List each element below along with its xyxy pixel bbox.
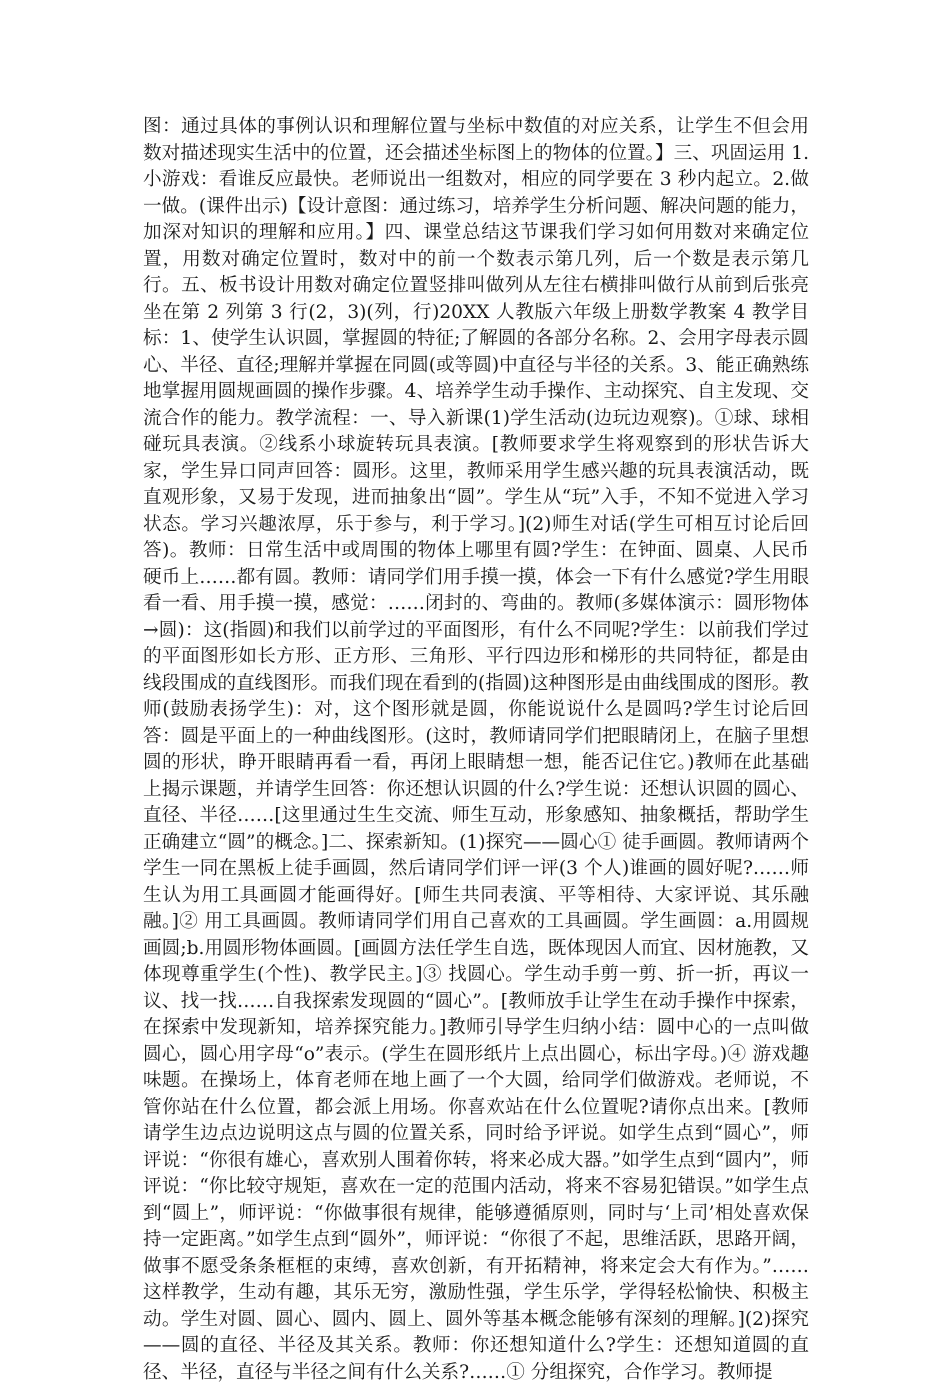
body-text: 图：通过具体的事例认识和理解位置与坐标中数值的对应关系，让学生不但会用数对描述现实生活中的位置，还会描述坐标图上的物体的位置。】三、巩固运用 1.小游戏：看谁反应最快。老师说出一组数对，相应的同学要在 3 秒内起立。2.做一做。(课件出示)【设计意图：通过练习，培养学生分析问题、解决问题的能力，加深对知识的理解和应用。】四、课堂总结这节课我们学习如何用数对来确定位置，用数对确定位置时，数对中的前一个数表示第几列，后一个数是表示第几行。五、板书设计用数对确定位置竖排叫做列从左往右横排叫做行从前到后张亮坐在第 2 列第 3 行(2，3)(列，行)20XX 人教版六年级上册数学教案 4 教学目标：1、使学生认识圆，掌握圆的特征;了解圆的各部分名称。2、会用字母表示圆心、半径、直径;理解并掌握在同圆(或等圆)中直径与半径的关系。3、能正确熟练地掌握用圆规画圆的操作步骤。4、培养学生动手操作、主动探究、自主发现、交流合作的能力。教学流程：一、导入新课(1)学生活动(边玩边观察)。①球、球相碰玩具表演。②线系小球旋转玩具表演。[教师要求学生将观察到的形状告诉大家，学生异口同声回答：圆形。这里，教师采用学生感兴趣的玩具表演活动，既直观形象，又易于发现，进而抽象出“圆”。学生从“玩”入手，不知不觉进入学习状态。学习兴趣浓厚，乐于参与，利于学习。](2)师生对话(学生可相互讨论后回答)。教师：日常生活中或周围的物体上哪里有圆?学生：在钟面、圆桌、人民币硬币上……都有圆。教师：请同学们用手摸一摸，体会一下有什么感觉?学生用眼看一看、用手摸一摸，感觉：……闭封的、弯曲的。教师(多媒体演示：圆形物体→圆)：这(指圆)和我们以前学过的平面图形，有什么不同呢?学生：以前我们学过的平面图形如长方形、正方形、三角形、平行四边形和梯形的共同特征，都是由线段围成的直线图形。而我们现在看到的(指圆)这种图形是由曲线围成的图形。教师(鼓励表扬学生)：对，这个图形就是圆，你能说说什么是圆吗?学生讨论后回答：圆是平面上的一种曲线图形。(这时，教师请同学们把眼睛闭上，在脑子里想圆的形状，睁开眼睛再看一看，再闭上眼睛想一想，能否记住它。)教师在此基础上揭示课题，并请学生回答：你还想认识圆的什么?学生说：还想认识圆的圆心、直径、半径……[这里通过生生交流、师生互动，形象感知、抽象概括，帮助学生正确建立“圆”的概念。]二、探索新知。(1)探究——圆心① 徒手画圆。教师请两个学生一同在黑板上徒手画圆，然后请同学们评一评(3 个人)谁画的圆好呢?……师生认为用工具画圆才能画得好。[师生共同表演、平等相待、大家评说、其乐融融。]② 用工具画圆。教师请同学们用自己喜欢的工具画圆。学生画圆：a.用圆规画圆;b.用圆形物体画圆。[画圆方法任学生自选，既体现因人而宜、因材施教，又体现尊重学生(个性)、教学民主。]③ 找圆心。学生动手剪一剪、折一折，再议一议、找一找……自我探索发现圆的“圆心”。[教师放手让学生在动手操作中探索，在探索中发现新知，培养探究能力。]教师引导学生归纳小结：圆中心的一点叫做圆心，圆心用字母“o”表示。(学生在圆形纸片上点出圆心，标出字母。)④ 游戏趣味题。在操场上，体育老师在地上画了一个大圆，给同学们做游戏。老师说，不管你站在什么位置，都会派上用场。你喜欢站在什么位置呢?请你点出来。[教师请学生边点边说明这点与圆的位置关系，同时给予评说。如学生点到“圆心”，师评说：“你很有雄心，喜欢别人围着你转，将来必成大器。”如学生点到“圆内”，师评说：“你比较守规矩，喜欢在一定的范围内活动，将来不容易犯错误。”如学生点到“圆上”，师评说：“你做事很有规律，能够遵循原则，同时与‘上司’相处喜欢保持一定距离。”如学生点到“圆外”，师评说：“你很了不起，思维活跃，思路开阔，做事不愿受条条框框的束缚，喜欢创新，有开拓精神，将来定会大有作为。”……这样教学，生动有趣，其乐无穷，激励性强，学生乐学，学得轻松愉快、积极主动。学生对圆、圆心、圆内、圆上、圆外等基本概念能够有深刻的理解。](2)探究——圆的直径、半径及其关系。教师：你还想知道什么?学生：还想知道圆的直径、半径，直径与半径之间有什么关系?……① 分组探究，合作学习。教师提 <box>143 116 809 1383</box>
